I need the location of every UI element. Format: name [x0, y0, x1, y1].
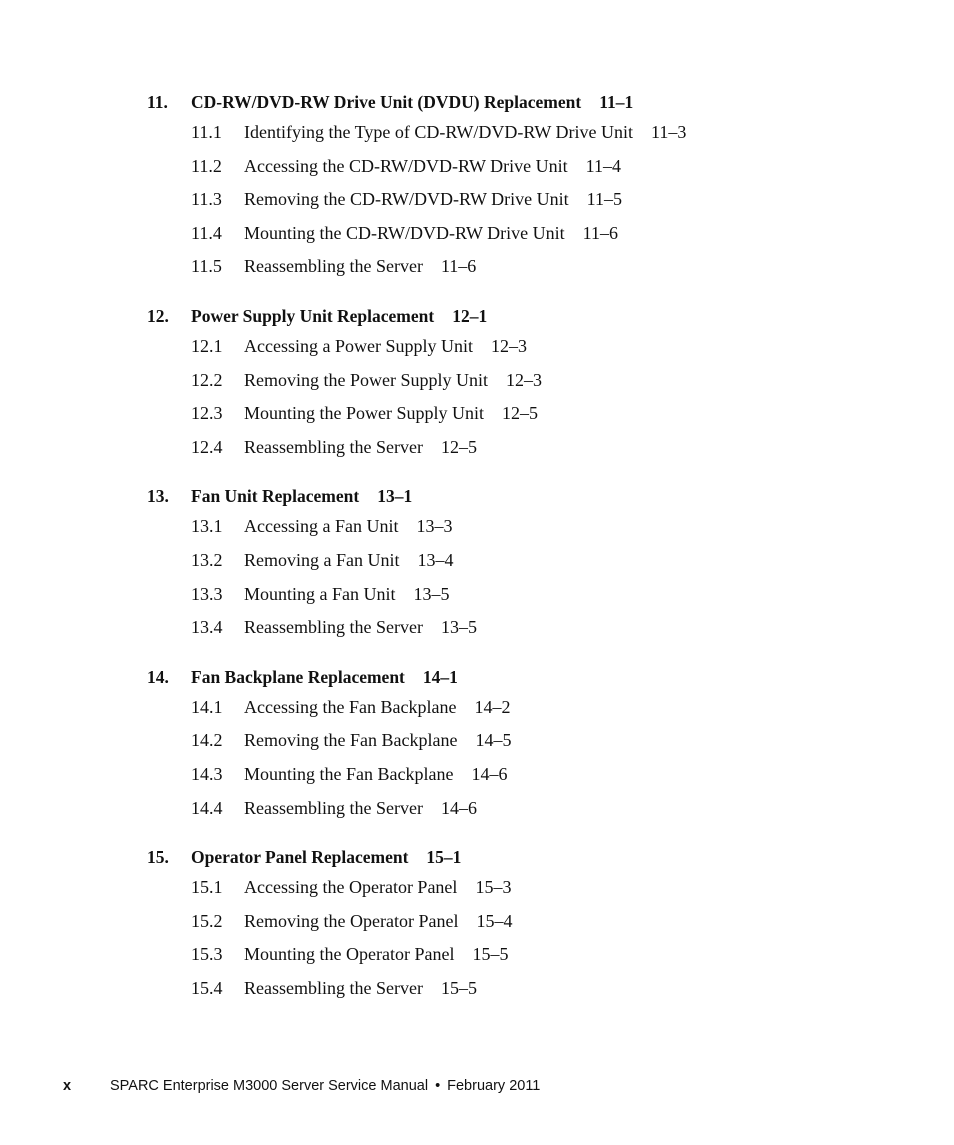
- section-title: Accessing a Fan Unit: [244, 516, 399, 537]
- section-page-ref: 13–3: [416, 516, 453, 537]
- section-title: Accessing the Operator Panel: [244, 877, 458, 898]
- section-page-ref: 15–3: [475, 877, 512, 898]
- chapter-page-ref: 11–1: [599, 92, 634, 112]
- chapter-number: 14.: [147, 666, 169, 687]
- section-number: 12.1: [191, 335, 223, 356]
- toc-section-entry[interactable]: [147, 250, 867, 284]
- toc-section-entry[interactable]: [147, 871, 867, 905]
- toc-chapter: [147, 482, 867, 644]
- toc-section-entry[interactable]: [147, 150, 867, 184]
- section-page-ref: 15–4: [476, 910, 513, 931]
- chapter-title: Operator Panel Replacement: [191, 847, 409, 868]
- toc-section-entry[interactable]: [147, 330, 867, 364]
- section-number: 11.3: [191, 189, 222, 210]
- toc-section-entry[interactable]: [147, 510, 867, 544]
- chapter-number: 11.: [147, 92, 168, 112]
- section-number: 14.2: [191, 730, 223, 751]
- section-page-ref: 12–5: [440, 436, 477, 457]
- chapter-page-ref: 14–1: [422, 666, 458, 687]
- chapter-title: CD-RW/DVD-RW Drive Unit (DVDU) Replacement: [191, 92, 582, 112]
- section-number: 14.1: [191, 696, 223, 717]
- section-number: 13.4: [191, 617, 223, 638]
- chapter-page-ref: 15–1: [426, 847, 462, 868]
- book-title: SPARC Enterprise M3000 Server Service Manual: [110, 1078, 429, 1094]
- table-of-contents: [147, 88, 867, 1023]
- section-title: Removing the Fan Backplane: [244, 730, 458, 751]
- section-page-ref: 11–6: [440, 256, 477, 277]
- section-number: 13.3: [191, 583, 223, 604]
- page-footer: [63, 1078, 540, 1094]
- section-title: Accessing a Power Supply Unit: [244, 335, 473, 356]
- section-page-ref: 13–5: [413, 583, 450, 604]
- section-number: 11.4: [191, 222, 222, 243]
- section-title: Reassembling the Server: [244, 977, 423, 998]
- toc-chapter: [147, 302, 867, 464]
- section-title: Mounting a Fan Unit: [244, 583, 396, 604]
- section-title: Identifying the Type of CD-RW/DVD-RW Drive Unit: [244, 122, 634, 142]
- toc-section-entry[interactable]: [147, 217, 867, 251]
- toc-chapter: [147, 843, 867, 1005]
- section-page-ref: 14–2: [474, 696, 511, 717]
- toc-chapter-entry[interactable]: [147, 302, 867, 330]
- section-number: 11.1: [191, 122, 222, 142]
- page-number: x: [63, 1078, 72, 1094]
- section-title: Removing the Power Supply Unit: [244, 369, 488, 390]
- toc-section-entry[interactable]: [147, 431, 867, 465]
- section-number: 13.1: [191, 516, 223, 537]
- section-number: 14.4: [191, 797, 223, 818]
- toc-chapter-entry[interactable]: [147, 843, 867, 871]
- section-title: Reassembling the Server: [244, 797, 423, 818]
- section-title: Accessing the Fan Backplane: [244, 696, 457, 717]
- toc-section-entry[interactable]: [147, 544, 867, 578]
- section-page-ref: 12–3: [490, 335, 527, 356]
- section-page-ref: 13–5: [440, 617, 477, 638]
- section-number: 12.2: [191, 369, 223, 390]
- publication-date: February 2011: [447, 1078, 541, 1094]
- chapter-number: 13.: [147, 486, 169, 507]
- section-page-ref: 14–6: [471, 763, 508, 784]
- section-title: Mounting the Power Supply Unit: [244, 403, 485, 424]
- section-number: 11.2: [191, 155, 222, 176]
- toc-section-entry[interactable]: [147, 724, 867, 758]
- chapter-page-ref: 12–1: [452, 305, 488, 326]
- section-number: 14.3: [191, 763, 223, 784]
- toc-section-entry[interactable]: [147, 116, 867, 150]
- toc-chapter: [147, 88, 867, 284]
- toc-section-entry[interactable]: [147, 611, 867, 645]
- toc-section-entry[interactable]: [147, 758, 867, 792]
- chapter-number: 12.: [147, 305, 169, 326]
- section-number: 15.3: [191, 944, 223, 965]
- section-number: 15.1: [191, 877, 223, 898]
- toc-section-entry[interactable]: [147, 691, 867, 725]
- section-number: 13.2: [191, 549, 223, 570]
- toc-chapter-entry[interactable]: [147, 88, 867, 116]
- section-page-ref: 12–3: [506, 369, 542, 390]
- section-number: 11.5: [191, 256, 222, 277]
- toc-section-entry[interactable]: [147, 792, 867, 826]
- toc-section-entry[interactable]: [147, 578, 867, 612]
- section-title: Reassembling the Server: [244, 256, 423, 277]
- section-title: Accessing the CD-RW/DVD-RW Drive Unit: [244, 155, 568, 176]
- section-title: Removing the Operator Panel: [244, 910, 459, 931]
- chapter-title: Power Supply Unit Replacement: [191, 305, 435, 326]
- footer-separator: •: [435, 1078, 441, 1094]
- section-page-ref: 11–3: [651, 122, 687, 142]
- section-page-ref: 12–5: [502, 403, 539, 424]
- section-number: 12.3: [191, 403, 223, 424]
- section-page-ref: 11–5: [586, 189, 622, 210]
- toc-section-entry[interactable]: [147, 183, 867, 217]
- section-page-ref: 11–4: [585, 155, 621, 176]
- toc-section-entry[interactable]: [147, 397, 867, 431]
- chapter-number: 15.: [147, 847, 169, 868]
- section-title: Mounting the Operator Panel: [244, 944, 455, 965]
- toc-chapter-entry[interactable]: [147, 482, 867, 510]
- section-number: 12.4: [191, 436, 223, 457]
- section-title: Reassembling the Server: [244, 617, 423, 638]
- section-page-ref: 13–4: [417, 549, 454, 570]
- section-number: 15.2: [191, 910, 223, 931]
- section-page-ref: 11–6: [582, 222, 618, 243]
- section-title: Reassembling the Server: [244, 436, 423, 457]
- chapter-title: Fan Unit Replacement: [191, 486, 360, 507]
- toc-section-entry[interactable]: [147, 364, 867, 398]
- toc-chapter: [147, 663, 867, 825]
- chapter-page-ref: 13–1: [377, 486, 413, 507]
- section-page-ref: 14–5: [475, 730, 512, 751]
- section-title: Mounting the CD-RW/DVD-RW Drive Unit: [244, 222, 565, 243]
- toc-chapter-entry[interactable]: [147, 663, 867, 691]
- toc-section-entry[interactable]: [147, 972, 867, 1006]
- toc-section-entry[interactable]: [147, 905, 867, 939]
- section-number: 15.4: [191, 977, 223, 998]
- section-page-ref: 14–6: [440, 797, 477, 818]
- chapter-title: Fan Backplane Replacement: [191, 666, 405, 687]
- section-page-ref: 15–5: [472, 944, 509, 965]
- toc-section-entry[interactable]: [147, 938, 867, 972]
- section-title: Mounting the Fan Backplane: [244, 763, 454, 784]
- section-title: Removing a Fan Unit: [244, 549, 400, 570]
- section-title: Removing the CD-RW/DVD-RW Drive Unit: [244, 189, 569, 210]
- section-page-ref: 15–5: [440, 977, 477, 998]
